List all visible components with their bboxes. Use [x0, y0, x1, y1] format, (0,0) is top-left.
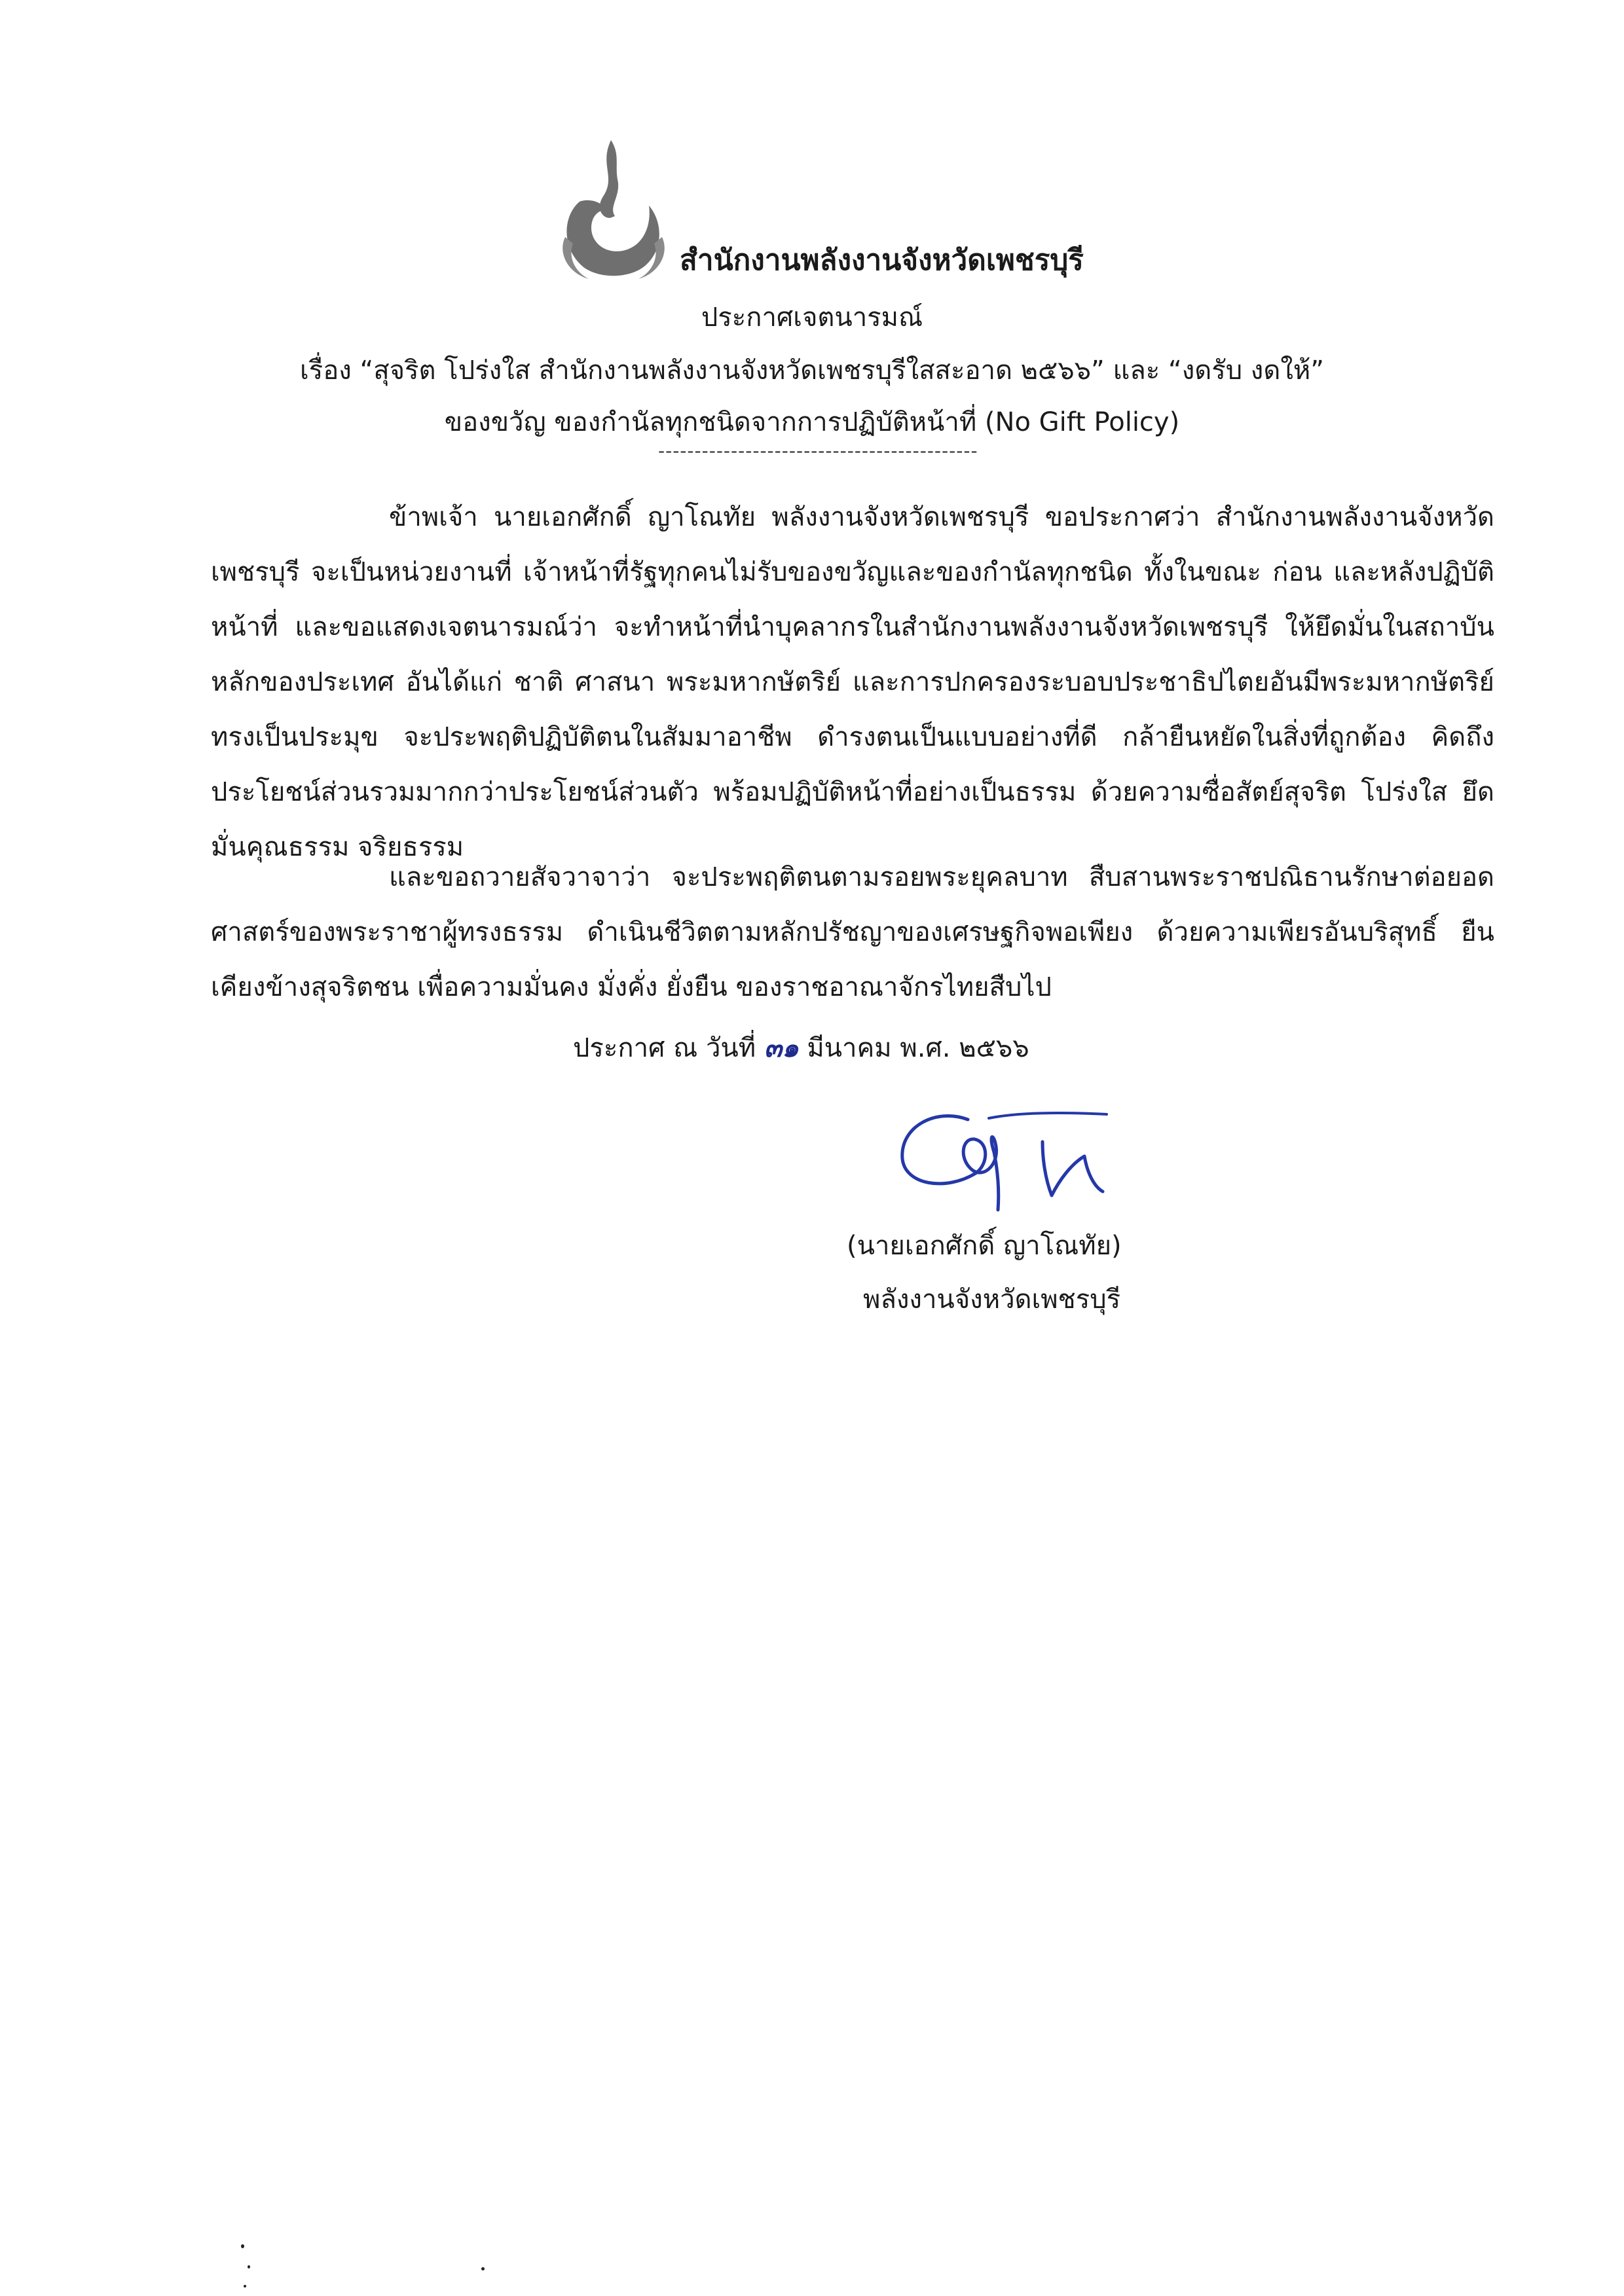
energy-flame-emblem-icon [553, 139, 674, 284]
organization-name: สำนักงานพลังงานจังหวัดเพชรบุรี [680, 244, 1084, 277]
scan-speck [248, 2265, 250, 2269]
announcement-date [573, 1027, 1029, 1068]
scan-speck [241, 2244, 244, 2248]
handwritten-signature-icon [891, 1100, 1139, 1221]
body-paragraph-1: ข้าพเจ้า นายเอกศักดิ์ ญาโณทัย พลังงานจังหวัดเพชรบุรี ขอประกาศว่า สำนักงานพลังงานจังหวัดเพชรบุรี จะเป็นหน่วยงานที่ เจ้าหน้าที่รัฐทุกคนไม่รับของขวัญและของกำนัลทุกชนิด ทั้งในขณะ ก่อน และหลังปฏิบัติหน้าที่ และขอแสดงเจตนารมณ์ว่า จะทำหน้าที่นำบุคลากรในสำนักงานพลังงานจังหวัดเพชรบุรี ให้ยึดมั่นในสถาบันหลักของประเทศ อันได้แก่ ชาติ ศาสนา พระมหากษัตริย์ และการปกครองระบอบประชาธิปไตยอันมีพระมหากษัตริย์ทรงเป็นประมุข จะประพฤติปฏิบัติตนในสัมมาอาชีพ ดำรงตนเป็นแบบอย่างที่ดี กล้ายืนหยัดในสิ่งที่ถูกต้อง คิดถึงประโยชน์ส่วนรวมมากกว่าประโยชน์ส่วนตัว พร้อมปฏิบัติหน้าที่อย่างเป็นธรรม ด้วยความซื่อสัตย์สุจริต โปร่งใส ยึดมั่นคุณธรรม จริยธรรม [211, 502, 1494, 862]
scan-speck [244, 2285, 246, 2287]
date-prefix: ประกาศ ณ วันที่ [573, 1033, 756, 1063]
subject-line-1: เรื่อง “สุจริต โปร่งใส สำนักงานพลังงานจังหวัดเพชรบุรีใสสะอาด ๒๕๖๖” และ “งดรับ งดให้” [300, 355, 1324, 386]
date-month-year: มีนาคม พ.ศ. ๒๕๖๖ [807, 1033, 1029, 1063]
document-type: ประกาศเจตนารมณ์ [701, 302, 923, 333]
subject-line-2: ของขวัญ ของกำนัลทุกชนิดจากการปฏิบัติหน้าที่ (No Gift Policy) [444, 407, 1180, 437]
divider-line: -------------------------------------------- [658, 440, 978, 462]
signer-title: พลังงานจังหวัดเพชรบุรี [863, 1285, 1121, 1315]
date-day: ๓๑ [764, 1032, 799, 1063]
body-paragraph-2: และขอถวายสัจวาจาว่า จะประพฤติตนตามรอยพระยุคลบาท สืบสานพระราชปณิธานรักษาต่อยอดศาสตร์ของพระราชาผู้ทรงธรรม ดำเนินชีวิตตามหลักปรัชญาของเศรษฐกิจพอเพียง ด้วยความเพียรอันบริสุทธิ์ ยืนเคียงข้างสุจริตชน เพื่อความมั่นคง มั่งคั่ง ยั่งยืน ของราชอาณาจักรไทยสืบไป [211, 862, 1494, 1002]
signer-name: (นายเอกศักดิ์ ญาโณทัย) [847, 1231, 1122, 1261]
scan-speck [481, 2267, 485, 2270]
